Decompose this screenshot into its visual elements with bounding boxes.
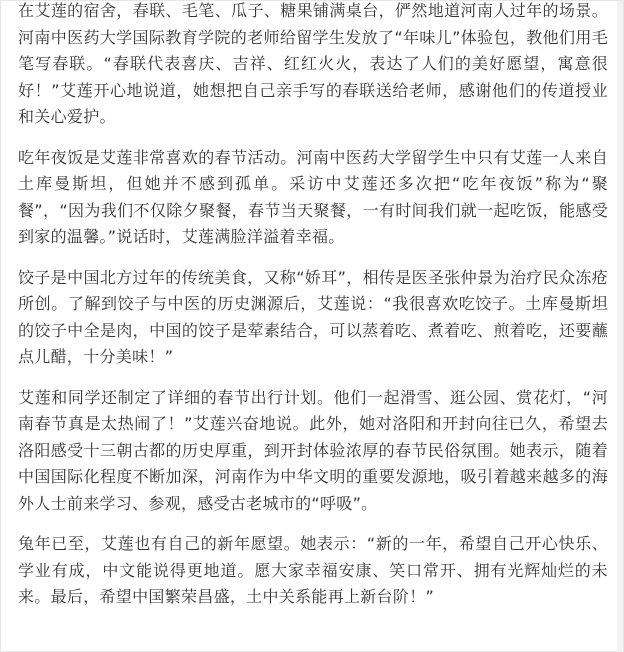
paragraph-dumplings: 饺子是中国北方过年的传统美食，又称“娇耳”，相传是医圣张仲景为治疗民众冻疮所创。了解到饺子与中医的历史渊源后，艾莲说：“我很喜欢吃饺子。土库曼斯坦的饺子中全是肉，中国的饺子是荤素结合，可以蒸着吃、煮着吃、煎着吃，还要蘸点儿醋，十分美味！”	[18, 267, 608, 366]
paragraph-new-year-wishes: 兔年已至，艾莲也有自己的新年愿望。她表示：“新的一年，希望自己开心快乐、学业有成，中文能说得更地道。愿大家幸福安康、笑口常开、拥有光辉灿烂的未来。最后，希望中国繁荣昌盛，土中关系能再上新台阶！”	[18, 534, 608, 606]
paragraph-dormitory-couplets: 在艾莲的宿舍，春联、毛笔、瓜子、糖果铺满桌台，俨然地道河南人过年的场景。河南中医药大学国际教育学院的老师给留学生发放了“年味儿”体验包，教他们用毛笔写春联。“春联代表喜庆、吉祥、红红火火，表达了人们的美好愿望，寓意很好！”艾莲开心地说道，她想把自己亲手写的春联送给老师，感谢他们的传道授业和关心爱护。	[18, 1, 608, 126]
paragraph-new-year-dinner: 吃年夜饭是艾莲非常喜欢的春节活动。河南中医药大学留学生中只有艾莲一人来自土库曼斯坦，但她并不感到孤单。采访中艾莲还多次把“吃年夜饭”称为“聚餐”，“因为我们不仅除夕聚餐，春节当天聚餐，一有时间我们就一起吃饭，能感受到家的温馨。”说话时，艾莲满脸洋溢着幸福。	[18, 147, 608, 246]
article-body	[18, 1, 608, 625]
paragraph-travel-plans: 艾莲和同学还制定了详细的春节出行计划。他们一起滑雪、逛公园、赏花灯，“河南春节真是太热闹了！”艾莲兴奋地说。此外，她对洛阳和开封向往已久，希望去洛阳感受十三朝古都的历史厚重，到开封体验浓厚的春节民俗氛围。她表示，随着中国国际化程度不断加深，河南作为中华文明的重要发源地，吸引着越来越多的海外人士前来学习、参观，感受古老城市的“呼吸”。	[18, 387, 608, 513]
scrollbar-track[interactable]	[617, 1, 623, 652]
